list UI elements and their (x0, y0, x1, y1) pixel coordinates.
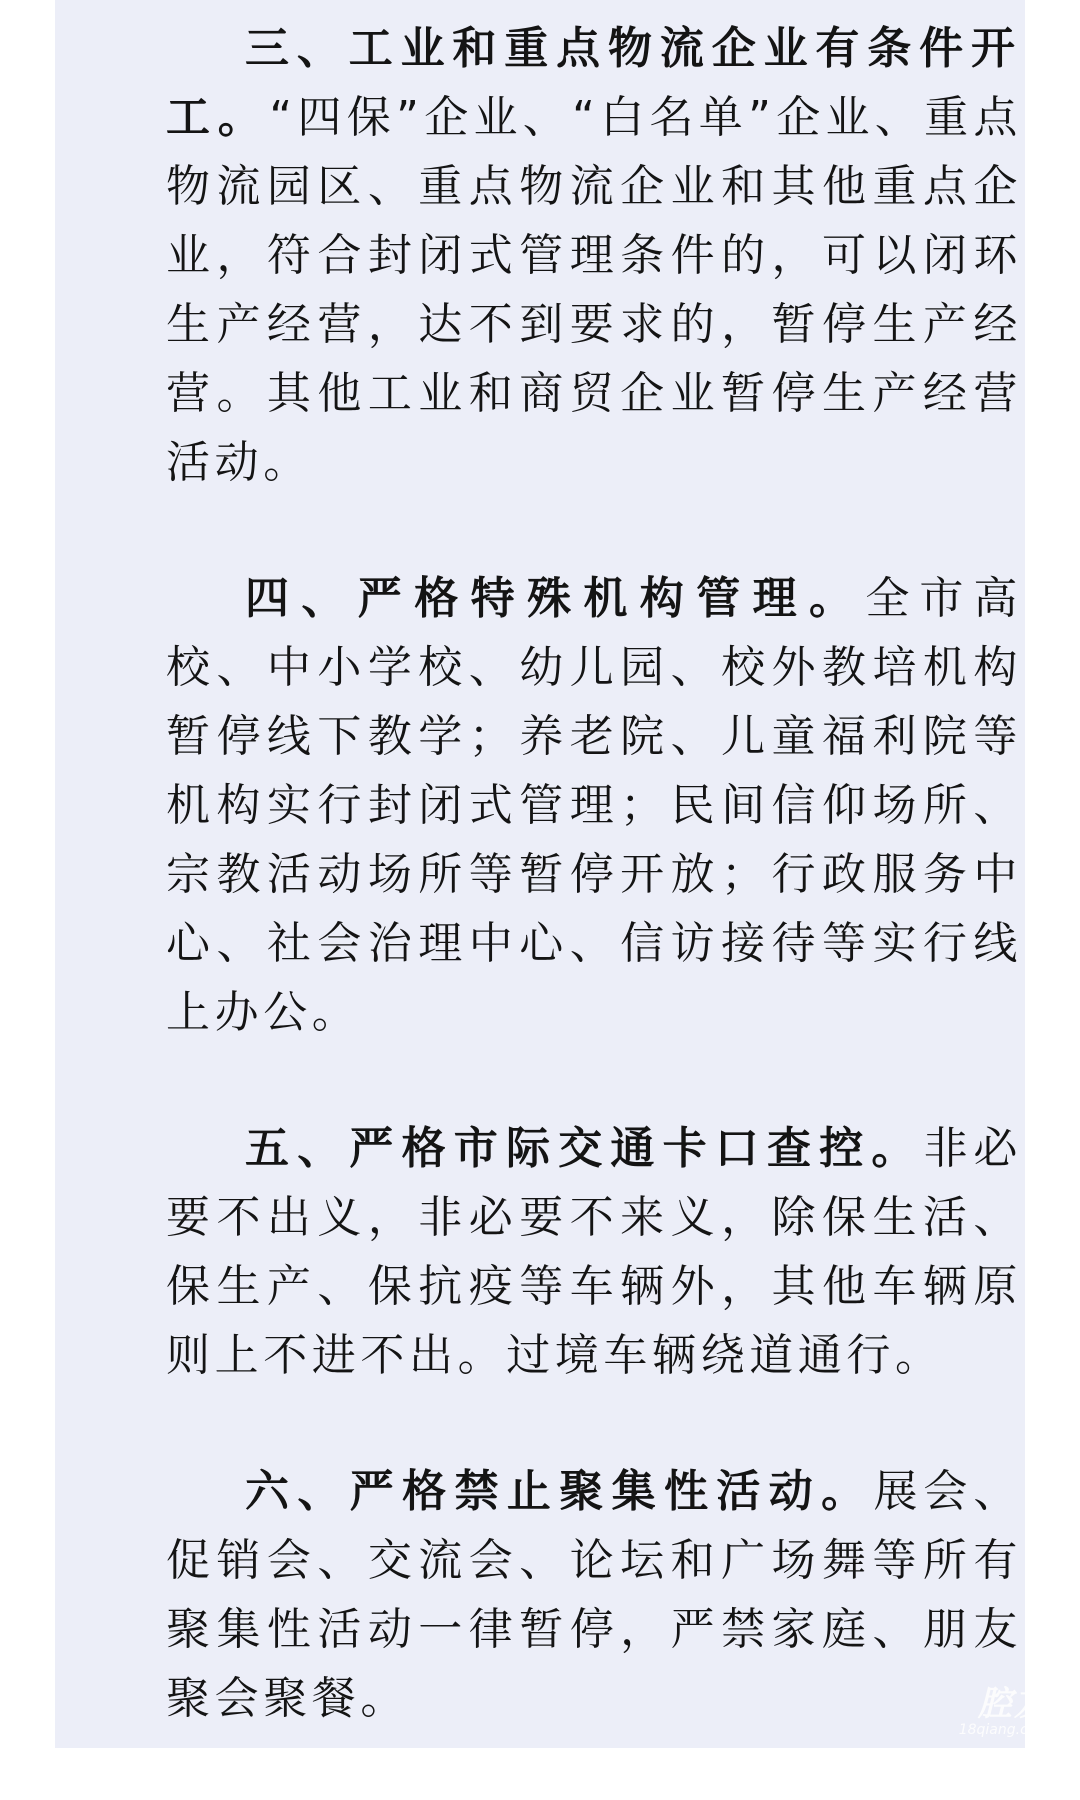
document-page (55, 0, 1025, 1748)
site-watermark (959, 1686, 1050, 1738)
paragraph-text: 非必要不出义，非必要不来义，除保生活、保生产、保抗疫等车辆外，其他车辆原则上不进不出。过境车辆绕道通行。 (166, 1123, 1023, 1381)
paragraph-heading: 三、工业和重点物流企业有条件开工。 (166, 23, 1022, 143)
paragraph-heading: 四、严格特殊机构管理。 (245, 573, 866, 624)
watermark-logo-text: 腔友 (978, 1684, 1050, 1724)
paragraph-heading: 五、严格市际交通卡口查控。 (245, 1123, 924, 1174)
paragraph-text: 展会、促销会、交流会、论坛和广场舞等所有聚集性活动一律暂停，严禁家庭、朋友聚会聚餐。 (166, 1466, 1022, 1724)
paragraph-special-institutions (166, 564, 1022, 1047)
paragraph-text: 全市高校、中小学校、幼儿园、校外教培机构暂停线下教学；养老院、儿童福利院等机构实行封闭式管理；民间信仰场所、宗教活动场所等暂停开放；行政服务中心、社会治理中心、信访接待等实行线上办公。 (166, 573, 1022, 1038)
paragraph-traffic-checkpoints (166, 1114, 1022, 1390)
paragraph-heading: 六、严格禁止聚集性活动。 (245, 1466, 874, 1517)
article-body (166, 14, 1022, 1800)
paragraph-text: “四保”企业、“白名单”企业、重点物流园区、重点物流企业和其他重点企业，符合封闭式管理条件的，可以闭环生产经营，达不到要求的，暂停生产经营。其他工业和商贸企业暂停生产经营活动。 (166, 92, 1022, 488)
paragraph-industry (166, 14, 1022, 497)
watermark-url: 18qiang.com (958, 1722, 1050, 1738)
paragraph-gatherings (166, 1457, 1022, 1733)
